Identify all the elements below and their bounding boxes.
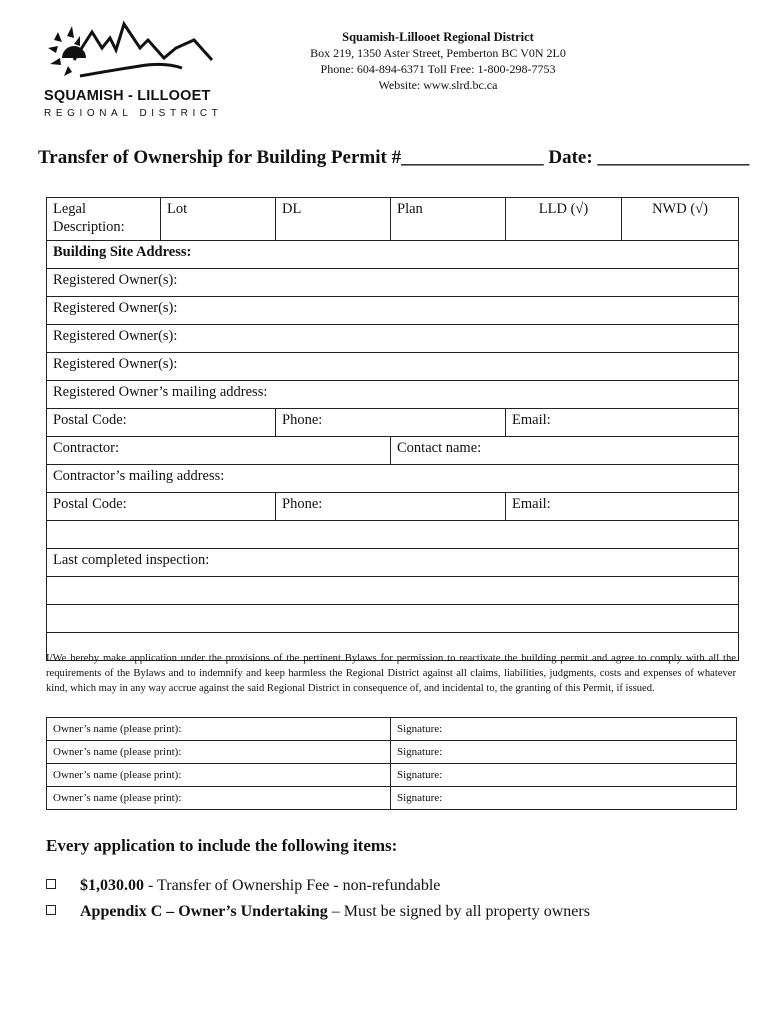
- signature-field-4[interactable]: Signature:: [391, 787, 737, 810]
- lld-checkbox[interactable]: LLD (√): [506, 198, 622, 241]
- owner-name-field-1[interactable]: Owner’s name (please print):: [47, 718, 391, 741]
- owner-postal-code-field[interactable]: Postal Code:: [47, 409, 276, 437]
- postal-address: Box 219, 1350 Aster Street, Pemberton BC V0N 2L0: [310, 46, 566, 60]
- blank-row[interactable]: [47, 521, 739, 549]
- logo-subtitle: REGIONAL DISTRICT: [44, 108, 223, 119]
- last-completed-inspection-field[interactable]: Last completed inspection:: [47, 549, 739, 577]
- plan-field[interactable]: Plan: [391, 198, 506, 241]
- contractor-mailing-address-field[interactable]: Contractor’s mailing address:: [47, 465, 739, 493]
- required-item-fee: [46, 877, 440, 895]
- owner-name-field-4[interactable]: Owner’s name (please print):: [47, 787, 391, 810]
- contractor-email-field[interactable]: Email:: [506, 493, 739, 521]
- permit-info-table: [46, 197, 739, 661]
- legal-description-label[interactable]: Legal Description:: [47, 198, 161, 241]
- signature-field-3[interactable]: Signature:: [391, 764, 737, 787]
- fee-description: - Transfer of Ownership Fee - non-refundable: [144, 877, 441, 894]
- signature-field-2[interactable]: Signature:: [391, 741, 737, 764]
- appendix-description: – Must be signed by all property owners: [327, 903, 590, 920]
- owner-mailing-address-field[interactable]: Registered Owner’s mailing address:: [47, 381, 739, 409]
- required-item-appendix-c: [46, 903, 590, 921]
- checkbox-icon[interactable]: [46, 905, 56, 915]
- fee-amount: $1,030.00: [80, 877, 144, 894]
- inspection-blank-row-2[interactable]: [47, 605, 739, 633]
- phone-numbers: Phone: 604-894-6371 Toll Free: 1-800-298-7753: [320, 62, 556, 76]
- registered-owner-field-4[interactable]: Registered Owner(s):: [47, 353, 739, 381]
- dl-field[interactable]: DL: [276, 198, 391, 241]
- declaration-text: I/We hereby make application under the provisions of the pertinent Bylaws for permission to reactivate the building permit and agree to comply with all the requirements of the Bylaws and to indemnify and keep harmless the Regional District against all claims, liabilities, judgments, costs and expenses of whatever kind, which may in any way accrue against the said Regional District in consequence of, and incidental to, the granting of this Permit, if issued.: [46, 653, 736, 694]
- owner-name-field-2[interactable]: Owner’s name (please print):: [47, 741, 391, 764]
- slrd-logo: [40, 18, 223, 123]
- form-title: Transfer of Ownership for Building Permit #_______________ Date: ________________: [38, 147, 750, 168]
- required-items-heading: Every application to include the following items:: [46, 836, 398, 855]
- owner-name-field-3[interactable]: Owner’s name (please print):: [47, 764, 391, 787]
- contractor-postal-code-field[interactable]: Postal Code:: [47, 493, 276, 521]
- registered-owner-field-1[interactable]: Registered Owner(s):: [47, 269, 739, 297]
- contractor-phone-field[interactable]: Phone:: [276, 493, 506, 521]
- inspection-blank-row-1[interactable]: [47, 577, 739, 605]
- contractor-field[interactable]: Contractor:: [47, 437, 391, 465]
- registered-owner-field-2[interactable]: Registered Owner(s):: [47, 297, 739, 325]
- appendix-title: Appendix C – Owner’s Undertaking: [80, 903, 328, 920]
- contact-name-field[interactable]: Contact name:: [391, 437, 739, 465]
- mountain-sun-logo-icon: [44, 18, 214, 86]
- signature-field-1[interactable]: Signature:: [391, 718, 737, 741]
- building-site-address-field[interactable]: Building Site Address:: [47, 241, 739, 269]
- signature-table: [46, 717, 737, 810]
- lot-field[interactable]: Lot: [161, 198, 276, 241]
- registered-owner-field-3[interactable]: Registered Owner(s):: [47, 325, 739, 353]
- nwd-checkbox[interactable]: NWD (√): [622, 198, 739, 241]
- checkbox-icon[interactable]: [46, 879, 56, 889]
- logo-name: SQUAMISH - LILLOOET: [44, 88, 211, 104]
- owner-email-field[interactable]: Email:: [506, 409, 739, 437]
- header-address-block: [262, 29, 614, 93]
- organization-name: Squamish-Lillooet Regional District: [342, 30, 534, 44]
- website: Website: www.slrd.bc.ca: [378, 78, 498, 92]
- owner-phone-field[interactable]: Phone:: [276, 409, 506, 437]
